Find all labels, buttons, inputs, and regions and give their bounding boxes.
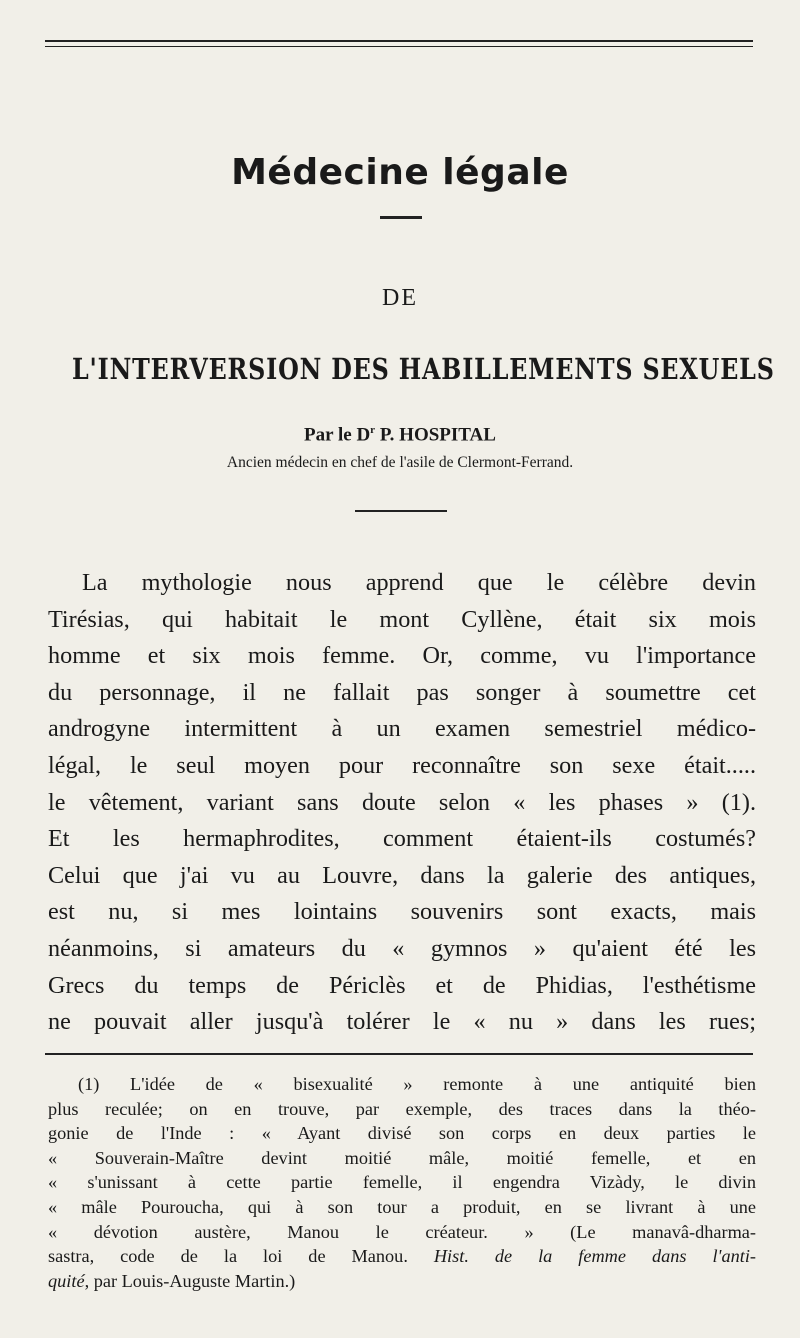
author-separator xyxy=(355,510,447,512)
body-line: du personnage, il ne fallait pas songer à soumettre cet xyxy=(48,678,756,706)
footnote-line: « Souverain-Maître devint moitié mâle, moitié femelle, et en xyxy=(48,1147,756,1168)
body-line: La mythologie nous apprend que le célèbre devin xyxy=(82,569,756,596)
body-paragraph xyxy=(48,565,756,1041)
body-line: homme et six mois femme. Or, comme, vu l'importance xyxy=(48,642,756,670)
header-rule-thin xyxy=(45,46,753,47)
header-rule xyxy=(45,40,753,42)
footnote-book-title-end: quité xyxy=(48,1270,85,1291)
footnote-line: « dévotion austère, Manou le créateur. » (Le manavâ-dharma- xyxy=(48,1221,756,1242)
body-line: légal, le seul moyen pour reconnaître son sexe était..... xyxy=(48,751,756,779)
article-title: L'INTERVERSION DES HABILLEMENTS SEXUELS xyxy=(72,352,775,386)
footnote-rule xyxy=(45,1053,753,1055)
footnote-line: « s'unissant à cette partie femelle, il engendra Vizàdy, le divin xyxy=(48,1172,756,1193)
footnote-text: sastra, code de la loi de Manou. xyxy=(48,1246,434,1267)
body-line: Grecs du temps de Périclès et de Phidias, l'esthétisme xyxy=(48,971,756,999)
body-line: est nu, si mes lointains souvenirs sont exacts, mais xyxy=(48,898,756,926)
footnote-line: « mâle Pouroucha, qui à son tour a produit, en se livrant à une xyxy=(48,1196,756,1217)
body-line: néanmoins, si amateurs du « gymnos » qu'aient été les xyxy=(48,934,756,962)
body-line: androgyne intermittent à un examen semestriel médico- xyxy=(48,715,756,743)
footnote-book-title: Hist. de la femme dans l'anti- xyxy=(433,1246,756,1267)
body-line: le vêtement, variant sans doute selon « les phases » (1). xyxy=(48,788,756,816)
author-affiliation: Ancien médecin en chef de l'asile de Clermont-Ferrand. xyxy=(226,454,574,471)
section-title: Médecine légale xyxy=(231,152,569,193)
footnote-line xyxy=(48,1269,756,1294)
author-line xyxy=(0,424,800,446)
footnote-line: plus reculée; on en trouve, par exemple, des traces dans la théo- xyxy=(48,1098,756,1119)
footnote-line: gonie de l'Inde : « Ayant divisé son corps en deux parties le xyxy=(48,1123,756,1144)
author-prefix: Par le D xyxy=(304,424,371,446)
footnote-text: , par Louis-Auguste Martin.) xyxy=(84,1270,296,1291)
body-line: Celui que j'ai vu au Louvre, dans la galerie des antiques, xyxy=(48,861,756,889)
footnote-line xyxy=(48,1244,756,1269)
article-connector: DE xyxy=(382,285,418,311)
body-line: ne pouvait aller jusqu'à tolérer le « nu » dans les rues; xyxy=(48,1008,756,1036)
author-name: P. HOSPITAL xyxy=(379,424,496,446)
footnote xyxy=(48,1072,756,1293)
title-separator xyxy=(380,216,422,219)
body-line: Et les hermaphrodites, comment étaient-ils costumés? xyxy=(48,825,756,853)
body-line: Tirésias, qui habitait le mont Cyllène, était six mois xyxy=(48,605,756,633)
footnote-line: (1) L'idée de « bisexualité » remonte à une antiquité bien xyxy=(78,1074,756,1094)
author-sup: r xyxy=(370,424,376,436)
